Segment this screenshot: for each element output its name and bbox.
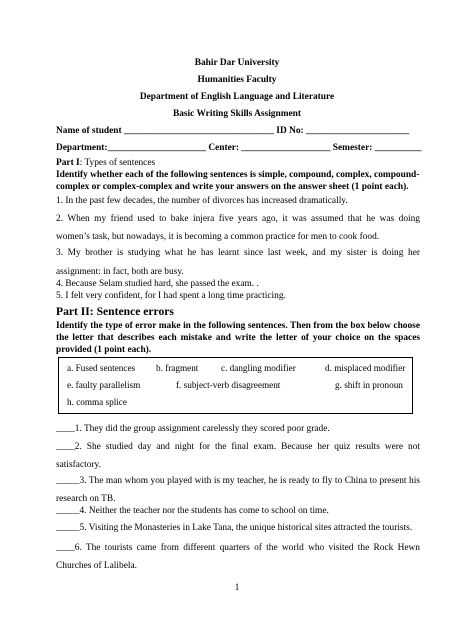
part1-item-3: 3. My brother is studying what he has learnt since last week, and my sister is doing her assignment: in fact, both are busy. — [56, 248, 420, 277]
error-types-box — [58, 357, 413, 414]
part2-item-6: ____6. The tourists came from different quarters of the world who visited the Rock Hewn Churches of Lalibela. — [56, 543, 420, 571]
part2-item-3: _____3. The man whom you played with is my teacher, he is ready to fly to China to present his research on TB. — [56, 476, 420, 504]
part2-item-1: ____1. They did the group assignment carelessly they scored poor grade. — [56, 424, 330, 434]
option-g: g. shift in pronoun — [335, 380, 403, 390]
part1-item-1: 1. In the past few decades, the number of divorces has increased dramatically. — [56, 196, 348, 206]
option-e: e. faulty parallelism — [67, 380, 141, 390]
student-name-field: Name of student ________________________________ ID No: ______________________ — [56, 126, 410, 136]
part1-instructions: Identify whether each of the following sentences is simple, compound, complex, compound-complex or complex-complex and write your answers on the answer sheet (1 point each). — [56, 170, 420, 192]
faculty-name: Humanities Faculty — [197, 75, 277, 85]
assignment-title: Basic Writing Skills Assignment — [172, 109, 302, 119]
part2-item-5: _____5. Visiting the Monasteries in Lake Tana, the unique historical sites attracted the tourists. — [56, 523, 413, 533]
department-field: Department:_____________________ Center: ___________________ Semester: __________ — [56, 143, 422, 153]
option-c: c. dangling modifier — [221, 363, 296, 373]
option-d: d. misplaced modifier — [325, 363, 406, 373]
option-b: b. fragment — [156, 363, 199, 373]
part2-item-2: ____2. She studied day and night for the final exam. Because her quiz results were not satisfactory. — [56, 442, 420, 470]
option-h: h. comma splice — [67, 397, 127, 407]
part1-title: : Types of sentences — [79, 158, 156, 168]
option-f: f. subject-verb disagreement — [176, 380, 281, 390]
part1-label: Part I — [56, 158, 80, 168]
department-name: Department of English Language and Literature — [139, 92, 335, 102]
part2-instructions: Identify the type of error make in the following sentences. Then from the box below choose the letter that describes each mistake and write the letter of your choice on the spaces provided (1 point each). — [56, 321, 420, 355]
part1-item-4: 4. Because Selam studied hard, she passed the exam. . — [56, 279, 259, 289]
page-number: 1 — [234, 582, 240, 592]
part2-item-4: _____4. Neither the teacher nor the students has come to school on time. — [56, 506, 329, 516]
part2-heading: Part II: Sentence errors — [56, 305, 174, 318]
university-name: Bahir Dar University — [194, 58, 280, 68]
part1-heading — [56, 157, 155, 169]
option-a: a. Fused sentences — [67, 363, 136, 373]
part1-item-5: 5. I felt very confident, for I had spent a long time practicing. — [56, 291, 286, 301]
part1-item-2: 2. When my friend used to bake injera five years ago, it was assumed that he was doing women’s task, but nowadays, it is becoming a common practice for men to cook food. — [56, 214, 420, 242]
